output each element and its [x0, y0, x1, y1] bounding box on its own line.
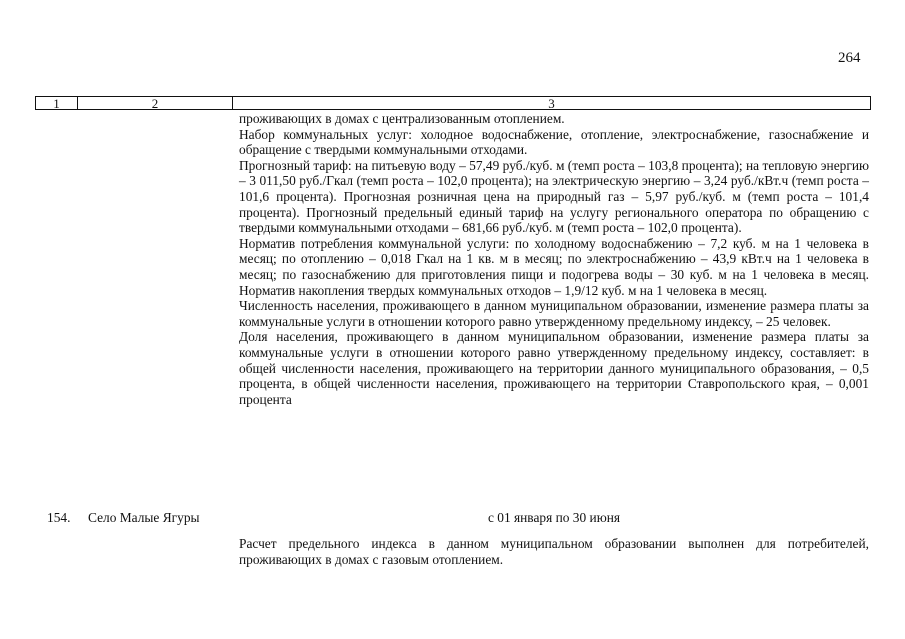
municipality-name: Село Малые Ягуры: [88, 510, 200, 525]
text-paragraph: Расчет предельного индекса в данном муниципальном образовании выполнен для потребителей, проживающих в домах с газовым отоплением.: [239, 536, 869, 567]
text-paragraph: Норматив потребления коммунальной услуги: по холодному водоснабжению – 7,2 куб. м на 1 человека в месяц; по отоплению – 0,018 Гкал на 1 кв. м в месяц; по электроснабжению – 43,9 кВт.ч на 1 человека в месяц; по газоснабжению для приготовления пищи и подогрева воды – 30 куб. м на 1 человека в месяц. Норматив накопления твердых коммунальных отходов – 1,9/12 куб. м на 1 человека в месяц.: [239, 235, 869, 298]
column-header-3: 3: [548, 96, 555, 111]
page-number: 264: [838, 50, 861, 66]
text-paragraph: Доля населения, проживающего в данном муниципальном образовании, изменение размера платы за коммунальные услуги в отношении которого равно утвержденному предельному индексу, составляет: в общей численности населения, проживающего на территории данного муниципального образования, – 0,5 процента, в общей численности населения, проживающего на территории Ставропольского края, – 0,001 процента: [239, 329, 869, 407]
period-label: с 01 января по 30 июня: [487, 510, 621, 525]
row-154-text-block: [239, 536, 869, 567]
continuation-text-block: [239, 111, 869, 407]
row-number: 154.: [47, 510, 71, 525]
column-header-1: 1: [36, 97, 78, 109]
text-paragraph: Численность населения, проживающего в данном муниципальном образовании, изменение размера платы за коммунальные услуги в отношении которого равно утвержденному предельному индексу, – 25 человек.: [239, 298, 869, 329]
column-header-2: 2: [78, 97, 233, 109]
text-paragraph: проживающих в домах с централизованным отоплением.: [239, 111, 565, 126]
text-paragraph: Набор коммунальных услуг: холодное водоснабжение, отопление, электроснабжение, газоснабжение и обращение с твердыми коммунальными отходами.: [239, 126, 869, 158]
text-paragraph: Прогнозный тариф: на питьевую воду – 57,49 руб./куб. м (темп роста – 103,8 процента); на тепловую энергию – 3 011,50 руб./Гкал (темп роста – 102,0 процента); на электрическую энергию – 3,24 руб./кВт.ч (темп роста – 101,6 процента). Прогнозная розничная цена на природный газ – 5,97 руб./куб. м (темп роста – 101,4 процента). Прогнозный предельный единый тариф на услугу регионального оператора по обращению с твердыми коммунальными отходами – 681,66 руб./куб. м (темп роста – 102,0 процента).: [239, 157, 869, 236]
column-header-row: [35, 96, 871, 110]
